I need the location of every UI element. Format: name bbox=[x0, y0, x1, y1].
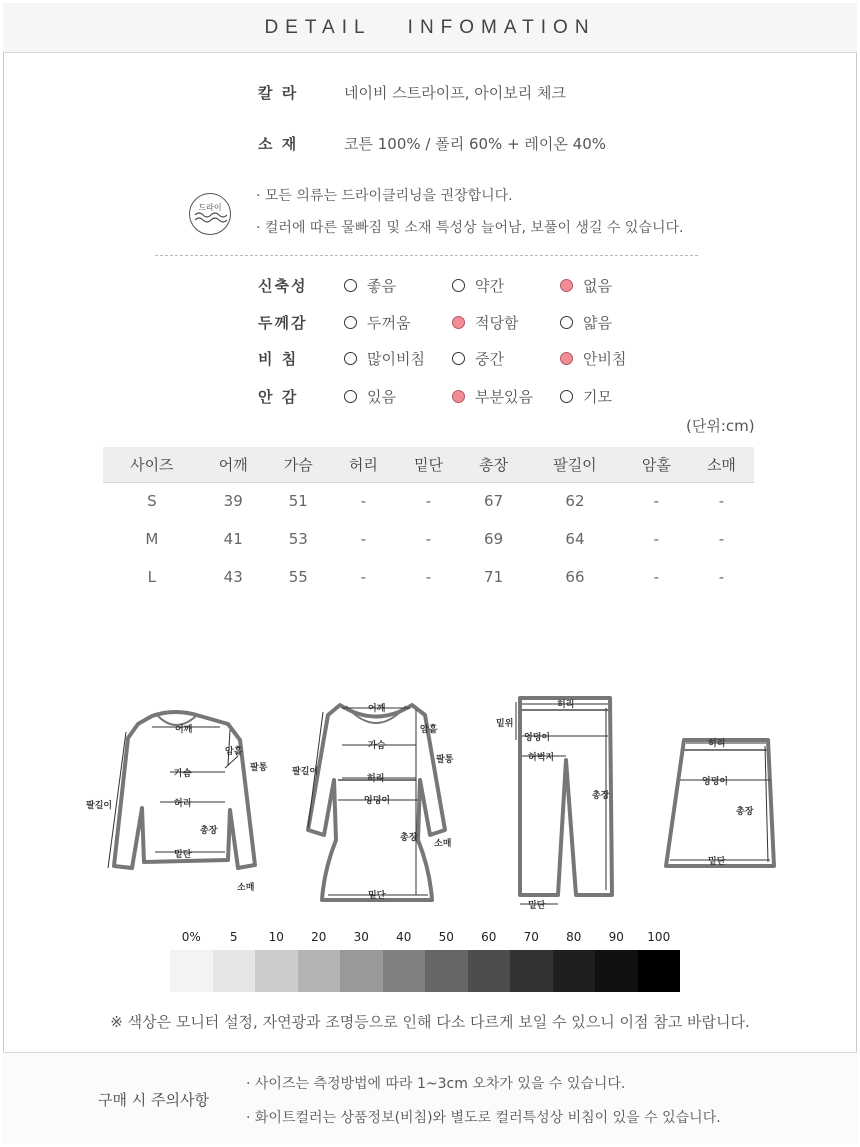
detail-header bbox=[3, 3, 857, 53]
table-cell: - bbox=[718, 530, 725, 548]
dress-label-waist: 허리 bbox=[367, 774, 385, 784]
size-table-header-cell: 사이즈 bbox=[103, 447, 201, 482]
radio-empty-icon bbox=[452, 352, 465, 365]
color-scale-swatch bbox=[340, 950, 383, 992]
color-scale-label: 70 bbox=[523, 930, 539, 944]
property-option-label: 얇음 bbox=[583, 314, 612, 332]
pants-label-rise: 밑위 bbox=[496, 719, 514, 729]
table-cell: 71 bbox=[484, 568, 504, 586]
dress-label-sleeve-length: 팔길이 bbox=[292, 767, 319, 777]
property-option bbox=[452, 386, 560, 407]
table-cell: - bbox=[653, 530, 660, 548]
property-label: 신축성 bbox=[258, 277, 308, 295]
material-value: 코튼 100% / 폴리 60% + 레이온 40% bbox=[344, 135, 606, 153]
size-table-header bbox=[103, 447, 754, 482]
table-cell: 69 bbox=[484, 530, 504, 548]
table-cell: 64 bbox=[565, 530, 585, 548]
radio-empty-icon bbox=[344, 390, 357, 403]
property-label: 두께감 bbox=[258, 314, 308, 332]
table-cell: - bbox=[718, 568, 725, 586]
color-scale-label: 0% bbox=[181, 930, 201, 944]
table-cell: - bbox=[718, 492, 725, 511]
purchase-note-1: · 사이즈는 측정방법에 따라 1~3cm 오차가 있을 수 있습니다. bbox=[246, 1076, 626, 1092]
table-cell: - bbox=[360, 568, 367, 586]
purchase-notice-title: 구매 시 주의사항 bbox=[98, 1091, 209, 1109]
property-row bbox=[258, 275, 668, 296]
table-cell: 66 bbox=[565, 568, 585, 586]
table-cell: - bbox=[425, 568, 432, 586]
top-label-chest: 가슴 bbox=[174, 769, 192, 779]
table-cell: 39 bbox=[223, 492, 243, 511]
purchase-notice bbox=[3, 1052, 857, 1144]
property-option-label: 없음 bbox=[583, 277, 612, 295]
property-option-label: 중간 bbox=[475, 350, 504, 368]
color-scale-swatch bbox=[638, 950, 681, 992]
color-scale-label: 20 bbox=[311, 930, 327, 944]
table-cell: L bbox=[147, 568, 156, 586]
color-scale-bar bbox=[170, 950, 680, 992]
property-row bbox=[258, 312, 668, 333]
table-cell: 67 bbox=[484, 492, 504, 511]
color-scale-label: 30 bbox=[353, 930, 369, 944]
dress-label-shoulder: 어깨 bbox=[368, 704, 386, 714]
property-row bbox=[258, 348, 668, 369]
color-scale-label: 90 bbox=[608, 930, 624, 944]
dress-label-cuff: 소매 bbox=[434, 839, 452, 849]
table-cell: M bbox=[145, 530, 159, 548]
radio-selected-icon bbox=[560, 352, 573, 365]
table-row bbox=[103, 482, 754, 520]
skirt-label-hip: 엉덩이 bbox=[702, 777, 729, 787]
color-scale-swatch bbox=[595, 950, 638, 992]
radio-empty-icon bbox=[452, 279, 465, 292]
size-table-header-cell: 암홀 bbox=[624, 447, 689, 482]
top-label-sleeve-length: 팔길이 bbox=[86, 801, 113, 811]
property-label: 안 감 bbox=[258, 388, 299, 406]
radio-selected-icon bbox=[452, 316, 465, 329]
color-value: 네이비 스트라이프, 아이보리 체크 bbox=[344, 84, 566, 102]
dress-label-chest: 가슴 bbox=[368, 741, 386, 751]
top-label-hem: 밑단 bbox=[174, 850, 192, 860]
top-diagram bbox=[114, 712, 255, 868]
radio-empty-icon bbox=[344, 279, 357, 292]
color-scale-swatch bbox=[383, 950, 426, 992]
table-cell: 62 bbox=[565, 492, 585, 511]
material-label: 소 재 bbox=[258, 135, 299, 153]
property-option bbox=[344, 348, 452, 369]
skirt-label-waist: 허리 bbox=[708, 739, 726, 749]
color-scale-label: 100 bbox=[647, 930, 671, 944]
top-label-shoulder: 어깨 bbox=[175, 725, 193, 735]
skirt-label-hem: 밑단 bbox=[708, 857, 726, 867]
top-label-waist: 허리 bbox=[174, 799, 192, 809]
table-cell: - bbox=[425, 530, 432, 548]
dress-label-armhole: 암홀 bbox=[420, 725, 438, 735]
property-label: 비 침 bbox=[258, 350, 299, 368]
radio-selected-icon bbox=[560, 279, 573, 292]
radio-empty-icon bbox=[560, 316, 573, 329]
dry-clean-wave-icon bbox=[189, 193, 231, 235]
size-table-header-cell: 허리 bbox=[331, 447, 396, 482]
property-option bbox=[452, 275, 560, 296]
dress-label-sleeve-width: 팔통 bbox=[436, 755, 454, 765]
color-scale-label: 5 bbox=[229, 930, 238, 944]
top-label-cuff: 소매 bbox=[237, 883, 255, 893]
care-note-1: · 모든 의류는 드라이클리닝을 권장합니다. bbox=[256, 188, 513, 204]
header-title: DETAIL INFOMATION bbox=[264, 16, 596, 38]
radio-empty-icon bbox=[560, 390, 573, 403]
dry-clean-icon-label: 드라이 bbox=[198, 203, 222, 212]
property-option-label: 적당함 bbox=[475, 314, 519, 332]
purchase-note-2: · 화이트컬러는 상품정보(비침)와 별도로 컬러특성상 비침이 있을 수 있습니다. bbox=[246, 1110, 721, 1126]
property-option-label: 두꺼움 bbox=[367, 314, 411, 332]
property-option-label: 약간 bbox=[475, 277, 504, 295]
color-scale-label: 80 bbox=[566, 930, 582, 944]
size-table-header-cell: 밑단 bbox=[396, 447, 461, 482]
skirt-label-length: 총장 bbox=[736, 807, 754, 817]
table-row bbox=[103, 520, 754, 558]
color-scale-swatch bbox=[553, 950, 596, 992]
table-cell: 55 bbox=[288, 568, 308, 586]
property-option-label: 있음 bbox=[367, 388, 396, 406]
property-option bbox=[560, 348, 668, 369]
skirt-diagram bbox=[666, 740, 774, 866]
property-row bbox=[258, 386, 668, 407]
size-table-header-cell: 어깨 bbox=[201, 447, 266, 482]
table-cell: 53 bbox=[288, 530, 308, 548]
color-scale-swatch bbox=[425, 950, 468, 992]
color-scale-swatch bbox=[255, 950, 298, 992]
radio-empty-icon bbox=[344, 352, 357, 365]
size-table-header-cell: 소매 bbox=[689, 447, 754, 482]
top-label-armhole: 암홀 bbox=[225, 747, 243, 757]
dry-clean-icon bbox=[189, 193, 231, 235]
unit-label: (단위:cm) bbox=[686, 417, 755, 435]
pants-label-length: 총장 bbox=[592, 791, 610, 801]
color-scale-swatch bbox=[298, 950, 341, 992]
table-cell: - bbox=[360, 530, 367, 548]
color-scale-label: 50 bbox=[438, 930, 454, 944]
pants-label-waist: 허리 bbox=[557, 700, 575, 710]
property-option bbox=[452, 348, 560, 369]
pants-label-hem: 밑단 bbox=[528, 901, 546, 911]
size-table bbox=[103, 447, 754, 596]
color-scale-swatch bbox=[170, 950, 213, 992]
color-disclaimer: ※ 색상은 모니터 설정, 자연광과 조명등으로 인해 다소 다르게 보일 수 있으니 이점 참고 바랍니다. bbox=[110, 1013, 750, 1031]
pants-label-hip: 엉덩이 bbox=[524, 733, 551, 743]
table-cell: - bbox=[360, 492, 367, 511]
property-option-label: 좋음 bbox=[367, 277, 396, 295]
measurement-diagrams bbox=[80, 690, 800, 920]
care-note-2: · 컬러에 따른 물빠짐 및 소재 특성상 늘어남, 보풀이 생길 수 있습니다. bbox=[256, 220, 684, 236]
info-row-material bbox=[258, 133, 606, 154]
color-scale-label: 40 bbox=[396, 930, 412, 944]
size-table-header-cell: 총장 bbox=[461, 447, 526, 482]
color-scale-swatch bbox=[213, 950, 256, 992]
size-table-header-cell: 가슴 bbox=[266, 447, 331, 482]
radio-selected-icon bbox=[452, 390, 465, 403]
table-cell: - bbox=[425, 492, 432, 511]
top-label-length: 총장 bbox=[200, 826, 218, 836]
table-cell: 51 bbox=[288, 492, 308, 511]
property-option-label: 많이비침 bbox=[367, 350, 425, 368]
color-scale-labels bbox=[170, 930, 680, 944]
color-scale-label: 60 bbox=[481, 930, 497, 944]
color-scale-swatch bbox=[468, 950, 511, 992]
dress-label-hem: 밑단 bbox=[368, 891, 386, 901]
property-option bbox=[344, 312, 452, 333]
table-cell: S bbox=[147, 492, 157, 511]
property-option bbox=[560, 275, 668, 296]
table-row bbox=[103, 558, 754, 596]
table-cell: - bbox=[653, 568, 660, 586]
dress-label-length: 총장 bbox=[400, 833, 418, 843]
property-option bbox=[344, 275, 452, 296]
property-option bbox=[560, 386, 668, 407]
table-cell: - bbox=[653, 492, 660, 511]
property-option bbox=[452, 312, 560, 333]
table-cell: 43 bbox=[223, 568, 243, 586]
size-table-header-cell: 팔길이 bbox=[526, 447, 624, 482]
property-option-label: 부분있음 bbox=[475, 388, 533, 406]
color-scale-label: 10 bbox=[268, 930, 284, 944]
dress-label-hip: 엉덩이 bbox=[364, 796, 391, 806]
divider bbox=[155, 255, 698, 256]
info-row-color bbox=[258, 82, 566, 103]
property-option bbox=[344, 386, 452, 407]
property-option bbox=[560, 312, 668, 333]
color-scale-swatch bbox=[510, 950, 553, 992]
property-option-label: 기모 bbox=[583, 388, 612, 406]
table-cell: 41 bbox=[223, 530, 243, 548]
color-label: 칼 라 bbox=[258, 84, 299, 102]
property-option-label: 안비침 bbox=[583, 350, 627, 368]
top-label-sleeve-width: 팔통 bbox=[250, 763, 268, 773]
radio-empty-icon bbox=[344, 316, 357, 329]
pants-label-thigh: 허벅지 bbox=[528, 753, 555, 763]
